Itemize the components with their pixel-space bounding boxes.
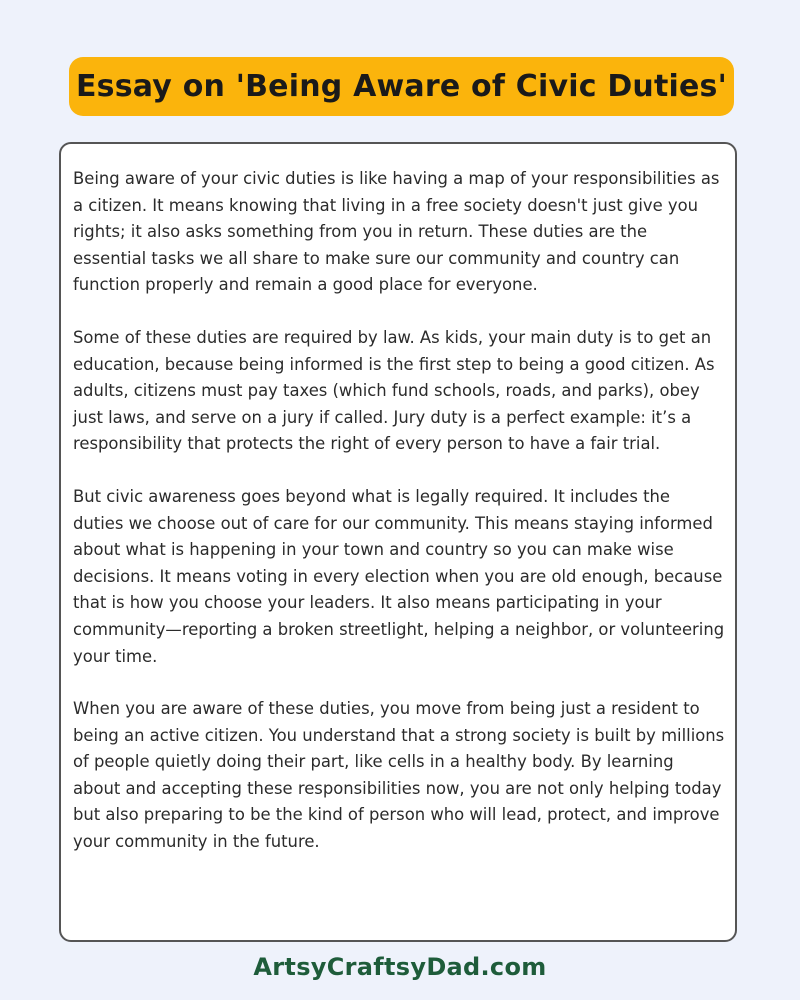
- title-banner: [69, 57, 734, 116]
- footer-site-name: ArtsyCraftsyDad.com: [253, 953, 547, 981]
- essay-paragraph-2: Some of these duties are required by law. As kids, your main duty is to get an education, because being informed is the first step to being a good citizen. As adults, citizens must pay taxes (which fund schools, roads, and parks), obey just laws, and serve on a jury if called. Jury duty is a perfect example: it’s a responsibility that protects the right of every person to have a fair trial.: [73, 327, 715, 454]
- essay-card: [59, 142, 737, 942]
- page-title: Essay on 'Being Aware of Civic Duties': [75, 69, 727, 104]
- essay-paragraph-1: Being aware of your civic duties is like having a map of your responsibilities as a citizen. It means knowing that living in a free society doesn't just give you rights; it also asks something from you in return. These duties are the essential tasks we all share to make sure our community and country can function properly and remain a good place for everyone.: [73, 169, 720, 295]
- essay-paragraph-4: When you are aware of these duties, you move from being just a resident to being an active citizen. You understand that a strong society is built by millions of people quietly doing their part, like cells in a healthy body. By learning about and accepting these responsibilities now, you are not only helping today but also preparing to be the kind of person who will lead, protect, and improve your community in the future.: [73, 699, 725, 852]
- essay-paragraph-3: But civic awareness goes beyond what is legally required. It includes the duties we choose out of care for our community. This means staying informed about what is happening in your town and country so you can make wise decisions. It means voting in every election when you are old enough, because that is how you choose your leaders. It also means participating in your community—reporting a broken streetlight, helping a neighbor, or volunteering your time.: [73, 486, 725, 666]
